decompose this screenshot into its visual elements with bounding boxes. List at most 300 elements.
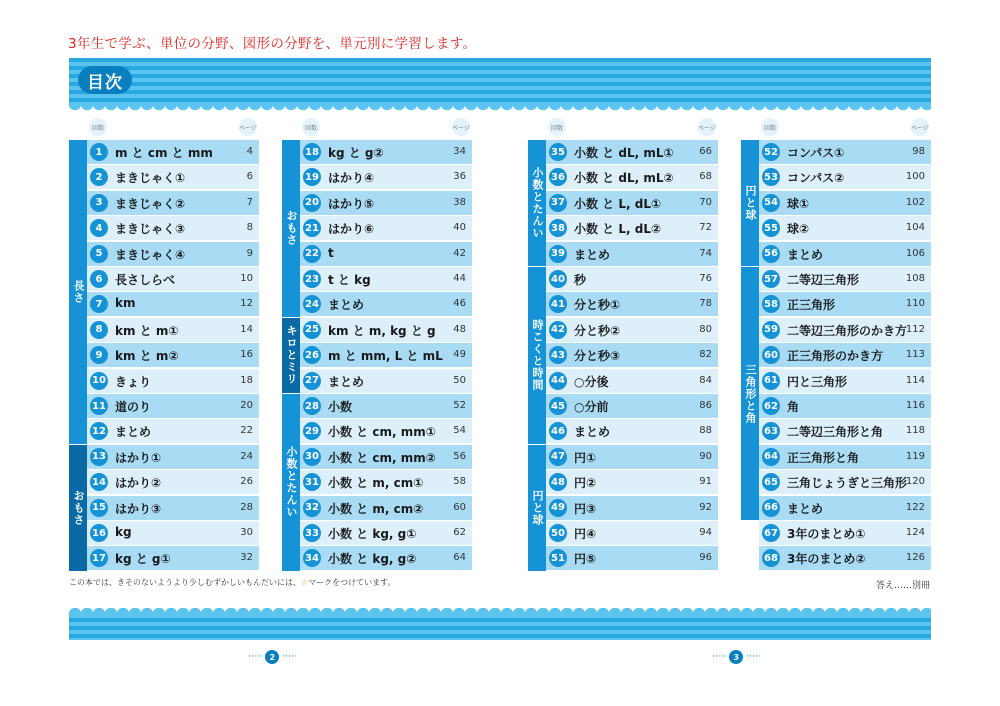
- toc-row: [546, 445, 718, 469]
- page-number: 116: [905, 400, 925, 411]
- page-number: 86: [699, 400, 712, 411]
- toc-row: [87, 318, 259, 342]
- lesson-number: 56: [762, 245, 780, 263]
- lesson-title: まとめ: [328, 374, 365, 389]
- toc-row: [546, 496, 718, 520]
- lesson-number: 17: [90, 549, 108, 567]
- lesson-number: 22: [303, 245, 321, 263]
- toc-row: [300, 496, 472, 520]
- lesson-title: 秒: [574, 273, 587, 287]
- toc-row: [759, 191, 931, 215]
- page-number: 124: [905, 527, 925, 538]
- page-number: 44: [453, 273, 466, 284]
- page-number: 84: [699, 374, 712, 386]
- lesson-title: 正三角形: [787, 298, 836, 313]
- footnote-prefix: この本では、きそのないようより少しむずかしいもんだいには、: [69, 578, 301, 587]
- toc-row: [546, 470, 718, 494]
- lesson-title: 円③: [574, 501, 597, 516]
- page-number: 91: [699, 476, 712, 488]
- lesson-title: まきじゃく①: [115, 171, 186, 186]
- header-page-label: ページ: [911, 118, 929, 136]
- lesson-number: 36: [549, 168, 567, 186]
- lesson-number: 46: [549, 422, 567, 440]
- lesson-title: 3年のまとめ①: [787, 527, 866, 541]
- lesson-title: まとめ: [115, 425, 152, 440]
- lesson-title: はかり①: [115, 450, 162, 465]
- lesson-title: 小数 と dL, mL②: [574, 171, 674, 186]
- lesson-number: 27: [303, 372, 321, 390]
- bottom-banner: [69, 614, 931, 640]
- toc-column-4: [741, 118, 931, 567]
- header-num-label: 回数: [302, 118, 320, 136]
- toc-row: [300, 292, 472, 316]
- page-number: 6: [246, 171, 253, 183]
- lesson-title: 円④: [574, 527, 597, 541]
- lesson-number: 55: [762, 219, 780, 237]
- lesson-number: 62: [762, 397, 780, 415]
- lesson-title: まきじゃく②: [115, 196, 186, 211]
- lesson-number: 60: [762, 346, 780, 364]
- lesson-title: 分と秒②: [574, 323, 621, 338]
- lesson-number: 64: [762, 448, 780, 466]
- lesson-number: 2: [90, 168, 108, 186]
- toc-row: [300, 546, 472, 570]
- lesson-number: 24: [303, 295, 321, 313]
- lesson-number: 63: [762, 422, 780, 440]
- lesson-number: 21: [303, 219, 321, 237]
- toc-row: [87, 216, 259, 240]
- lesson-title: 三角じょうぎと三角形: [787, 476, 908, 491]
- page-number: 68: [699, 171, 712, 183]
- toc-label: 目次: [78, 66, 132, 94]
- page-number: 108: [905, 273, 925, 284]
- toc-row: [87, 242, 259, 266]
- toc-row: [546, 394, 718, 418]
- lesson-title: 円①: [574, 450, 597, 465]
- lesson-number: 50: [549, 524, 567, 542]
- page-number: 94: [699, 527, 712, 538]
- page-number: 64: [453, 552, 466, 564]
- page-number: 7: [246, 196, 253, 208]
- toc-column-2: [282, 118, 472, 567]
- lesson-title: コンパス①: [787, 146, 845, 160]
- toc-row: [546, 369, 718, 393]
- page-number: 30: [240, 527, 253, 538]
- intro-text: 3年生で学ぶ、単位の分野、図形の分野を、単元別に学習します。: [68, 36, 477, 52]
- lesson-title: はかり②: [115, 476, 162, 491]
- toc-row: [546, 546, 718, 570]
- toc-row: [87, 369, 259, 393]
- toc-row: [759, 267, 931, 291]
- page-number: 74: [699, 247, 712, 259]
- lesson-number: 59: [762, 321, 780, 339]
- lesson-title: はかり③: [115, 501, 162, 516]
- lesson-number: 12: [90, 422, 108, 440]
- page-number: 78: [699, 298, 712, 310]
- lesson-title: km と m, kg と g: [328, 323, 436, 338]
- lesson-number: 4: [90, 219, 108, 237]
- lesson-number: 11: [90, 397, 108, 415]
- lesson-number: 31: [303, 473, 321, 491]
- lesson-number: 44: [549, 372, 567, 390]
- lesson-title: 分と秒①: [574, 298, 621, 313]
- lesson-title: t と kg: [328, 273, 371, 287]
- toc-row: [300, 343, 472, 367]
- toc-row: [759, 496, 931, 520]
- lesson-title: 二等辺三角形のかき方: [787, 323, 908, 338]
- toc-row: [759, 242, 931, 266]
- toc-row: [87, 165, 259, 189]
- page-number: 48: [453, 323, 466, 335]
- toc-row: [300, 419, 472, 443]
- lesson-title: m と mm, L と mL: [328, 349, 443, 364]
- toc-row: [546, 165, 718, 189]
- lesson-title: 小数 と m, cm②: [328, 501, 424, 516]
- lesson-number: 57: [762, 270, 780, 288]
- page-number: 22: [240, 425, 253, 437]
- page-number: 24: [240, 450, 253, 462]
- lesson-number: 34: [303, 549, 321, 567]
- lesson-title: まきじゃく④: [115, 247, 186, 262]
- page-number: 42: [453, 247, 466, 259]
- page-number: 16: [240, 349, 253, 361]
- page-number-right: ····· 3 ·····: [712, 652, 761, 662]
- lesson-number: 54: [762, 194, 780, 212]
- lesson-title: 正三角形のかき方: [787, 349, 884, 364]
- toc-row: [300, 191, 472, 215]
- page-number: 96: [699, 552, 712, 564]
- toc-row: [300, 445, 472, 469]
- header-page-label: ページ: [239, 118, 257, 136]
- page-number: 88: [699, 425, 712, 437]
- lesson-title: t: [328, 245, 334, 260]
- lesson-number: 15: [90, 499, 108, 517]
- lesson-number: 8: [90, 321, 108, 339]
- lesson-title: 小数 と kg, g①: [328, 527, 417, 541]
- lesson-number: 38: [549, 219, 567, 237]
- toc-row: [87, 445, 259, 469]
- lesson-title: 二等辺三角形: [787, 273, 860, 287]
- page-number: 46: [453, 298, 466, 310]
- page-number: 49: [453, 349, 466, 361]
- toc-row: [300, 140, 472, 164]
- section-label: 小数とたんい: [282, 394, 300, 571]
- lesson-number: 5: [90, 245, 108, 263]
- lesson-number: 58: [762, 295, 780, 313]
- toc-row: [759, 216, 931, 240]
- header-page-label: ページ: [452, 118, 470, 136]
- lesson-title: 小数 と kg, g②: [328, 552, 417, 567]
- page-number: 10: [240, 273, 253, 284]
- lesson-number: 6: [90, 270, 108, 288]
- lesson-number: 48: [549, 473, 567, 491]
- lesson-number: 14: [90, 473, 108, 491]
- lesson-title: 小数 と cm, mm②: [328, 450, 436, 465]
- page-number: 58: [453, 476, 466, 488]
- toc-row: [546, 419, 718, 443]
- lesson-number: 52: [762, 143, 780, 161]
- page-number-right-value: 3: [729, 650, 743, 664]
- page-number: 80: [699, 323, 712, 335]
- lesson-title: 球②: [787, 222, 810, 237]
- toc-row: [759, 292, 931, 316]
- lesson-number: 29: [303, 422, 321, 440]
- toc-row: [546, 521, 718, 545]
- page-number: 20: [240, 400, 253, 411]
- lesson-number: 7: [90, 295, 108, 313]
- toc-row: [759, 140, 931, 164]
- lesson-number: 35: [549, 143, 567, 161]
- lesson-title: 長さしらべ: [115, 273, 176, 287]
- page-number: 82: [699, 349, 712, 361]
- lesson-title: kg: [115, 525, 132, 539]
- toc-row: [546, 242, 718, 266]
- lesson-number: 41: [549, 295, 567, 313]
- lesson-title: km と m①: [115, 323, 179, 338]
- toc-row: [546, 343, 718, 367]
- toc-row: [759, 470, 931, 494]
- toc-row: [546, 191, 718, 215]
- toc-row: [300, 318, 472, 342]
- page-number: 12: [240, 298, 253, 310]
- lesson-title: まきじゃく③: [115, 222, 186, 237]
- lesson-number: 43: [549, 346, 567, 364]
- lesson-number: 9: [90, 346, 108, 364]
- lesson-title: ○分前: [574, 400, 609, 414]
- page-number: 119: [905, 450, 925, 462]
- toc-row: [759, 521, 931, 545]
- toc-row: [300, 165, 472, 189]
- lesson-title: 円⑤: [574, 552, 597, 567]
- toc-row: [759, 318, 931, 342]
- lesson-number: 23: [303, 270, 321, 288]
- lesson-number: 61: [762, 372, 780, 390]
- toc-row: [87, 521, 259, 545]
- lesson-number: 49: [549, 499, 567, 517]
- toc-row: [300, 521, 472, 545]
- lesson-number: 28: [303, 397, 321, 415]
- toc-row: [87, 140, 259, 164]
- toc-row: [87, 496, 259, 520]
- page-number: 60: [453, 501, 466, 513]
- page-number-left-value: 2: [265, 650, 279, 664]
- lesson-number: 1: [90, 143, 108, 161]
- page-number: 106: [905, 247, 925, 259]
- toc-row: [546, 216, 718, 240]
- lesson-title: まとめ: [574, 247, 611, 262]
- page-number: 40: [453, 222, 466, 234]
- page-number: 114: [905, 374, 925, 386]
- lesson-number: 66: [762, 499, 780, 517]
- lesson-title: コンパス②: [787, 171, 845, 186]
- page-number: 100: [905, 171, 925, 183]
- lesson-number: 10: [90, 372, 108, 390]
- toc-row: [87, 191, 259, 215]
- section-label: キロとミリ: [282, 318, 300, 393]
- lesson-number: 3: [90, 194, 108, 212]
- lesson-title: m と cm と mm: [115, 146, 213, 160]
- answers-note: 答え……別冊: [875, 581, 930, 591]
- toc-row: [759, 445, 931, 469]
- page-number: 104: [905, 222, 925, 234]
- page-number: 32: [240, 552, 253, 564]
- toc-column-1: [69, 118, 259, 567]
- section-label: 三角形と角: [741, 267, 759, 520]
- toc-row: [546, 292, 718, 316]
- lesson-title: 円と三角形: [787, 374, 848, 389]
- lesson-title: ○分後: [574, 374, 609, 389]
- lesson-number: 37: [549, 194, 567, 212]
- page-number: 34: [453, 146, 466, 157]
- toc-row: [87, 546, 259, 570]
- page-number: 50: [453, 374, 466, 386]
- lesson-title: 小数 と m, cm①: [328, 476, 424, 491]
- toc-row: [300, 394, 472, 418]
- lesson-title: はかり⑥: [328, 222, 375, 237]
- page-number: 38: [453, 196, 466, 208]
- lesson-title: 小数 と dL, mL①: [574, 146, 674, 160]
- toc-row: [759, 394, 931, 418]
- lesson-title: 道のり: [115, 400, 152, 414]
- section-label: 長さ: [69, 140, 87, 444]
- page-number: 76: [699, 273, 712, 284]
- section-label: 時こくと時間: [528, 267, 546, 444]
- page-number: 92: [699, 501, 712, 513]
- page-number: 9: [246, 247, 253, 259]
- lesson-number: 33: [303, 524, 321, 542]
- section-label: 円と球: [741, 140, 759, 266]
- page-number: 118: [905, 425, 925, 437]
- section-label: 小数とたんい: [528, 140, 546, 266]
- toc-row: [759, 419, 931, 443]
- page-number-left: ····· 2 ·····: [248, 652, 297, 662]
- lesson-number: 26: [303, 346, 321, 364]
- toc-row: [300, 242, 472, 266]
- toc-row: [546, 267, 718, 291]
- lesson-number: 25: [303, 321, 321, 339]
- lesson-number: 20: [303, 194, 321, 212]
- lesson-title: 小数 と L, dL②: [574, 222, 662, 237]
- lesson-title: 3年のまとめ②: [787, 552, 866, 567]
- page-number: 18: [240, 374, 253, 386]
- toc-row: [300, 369, 472, 393]
- page-number: 36: [453, 171, 466, 183]
- lesson-number: 47: [549, 448, 567, 466]
- page-number: 110: [905, 298, 925, 310]
- page-number: 26: [240, 476, 253, 488]
- toc-row: [87, 292, 259, 316]
- toc-row: [546, 318, 718, 342]
- toc-row: [759, 369, 931, 393]
- toc-column-3: [528, 118, 718, 567]
- page-number: 102: [905, 196, 925, 208]
- lesson-title: まとめ: [787, 247, 824, 262]
- page-number: 70: [699, 196, 712, 208]
- toc-row: [300, 267, 472, 291]
- lesson-number: 39: [549, 245, 567, 263]
- header-page-label: ページ: [698, 118, 716, 136]
- lesson-number: 68: [762, 549, 780, 567]
- header-num-label: 回数: [89, 118, 107, 136]
- page-number: 28: [240, 501, 253, 513]
- lesson-title: 小数 と L, dL①: [574, 196, 662, 211]
- lesson-number: 40: [549, 270, 567, 288]
- lesson-title: 球①: [787, 196, 810, 211]
- star-icon: ☆: [301, 578, 309, 587]
- lesson-number: 51: [549, 549, 567, 567]
- toc-row: [759, 343, 931, 367]
- page-number: 54: [453, 425, 466, 437]
- lesson-title: km と m②: [115, 349, 179, 364]
- page-number: 98: [912, 146, 925, 157]
- page-number: 112: [905, 323, 925, 335]
- lesson-number: 32: [303, 499, 321, 517]
- section-label: おもさ: [69, 445, 87, 571]
- lesson-title: きょり: [115, 374, 152, 389]
- lesson-title: 角: [787, 400, 800, 414]
- toc-row: [300, 470, 472, 494]
- section-label: おもさ: [282, 140, 300, 317]
- lesson-number: 16: [90, 524, 108, 542]
- header-num-label: 回数: [548, 118, 566, 136]
- lesson-number: 18: [303, 143, 321, 161]
- lesson-title: 分と秒③: [574, 349, 621, 364]
- footnote: [69, 577, 396, 588]
- lesson-title: kg と g①: [115, 552, 171, 567]
- toc-row: [759, 546, 931, 570]
- lesson-number: 13: [90, 448, 108, 466]
- page-number: 122: [905, 501, 925, 513]
- toc-row: [546, 140, 718, 164]
- lesson-title: 円②: [574, 476, 597, 491]
- lesson-title: まとめ: [328, 298, 365, 313]
- footnote-suffix: マークをつけています。: [308, 578, 396, 587]
- toc-row: [87, 470, 259, 494]
- lesson-number: 67: [762, 524, 780, 542]
- toc-row: [87, 267, 259, 291]
- page-number: 56: [453, 450, 466, 462]
- header-num-label: 回数: [761, 118, 779, 136]
- lesson-title: まとめ: [787, 501, 824, 516]
- lesson-title: 正三角形と角: [787, 450, 860, 465]
- lesson-title: まとめ: [574, 425, 611, 440]
- lesson-title: kg と g②: [328, 146, 384, 160]
- lesson-title: 小数 と cm, mm①: [328, 425, 436, 440]
- page-number: 4: [246, 146, 253, 157]
- toc-row: [87, 419, 259, 443]
- toc-row: [759, 165, 931, 189]
- lesson-title: はかり⑤: [328, 196, 375, 211]
- page-number: 126: [905, 552, 925, 564]
- lesson-number: 30: [303, 448, 321, 466]
- page-number: 113: [905, 349, 925, 361]
- page-number: 8: [246, 222, 253, 234]
- lesson-number: 19: [303, 168, 321, 186]
- page-number: 66: [699, 146, 712, 157]
- page-number: 62: [453, 527, 466, 538]
- toc-row: [87, 394, 259, 418]
- toc-row: [87, 343, 259, 367]
- lesson-number: 42: [549, 321, 567, 339]
- lesson-number: 53: [762, 168, 780, 186]
- page-number: 72: [699, 222, 712, 234]
- lesson-number: 65: [762, 473, 780, 491]
- page-number: 52: [453, 400, 466, 411]
- lesson-number: 45: [549, 397, 567, 415]
- lesson-title: はかり④: [328, 171, 375, 186]
- section-label: 円と球: [528, 445, 546, 571]
- page-number: 120: [905, 476, 925, 488]
